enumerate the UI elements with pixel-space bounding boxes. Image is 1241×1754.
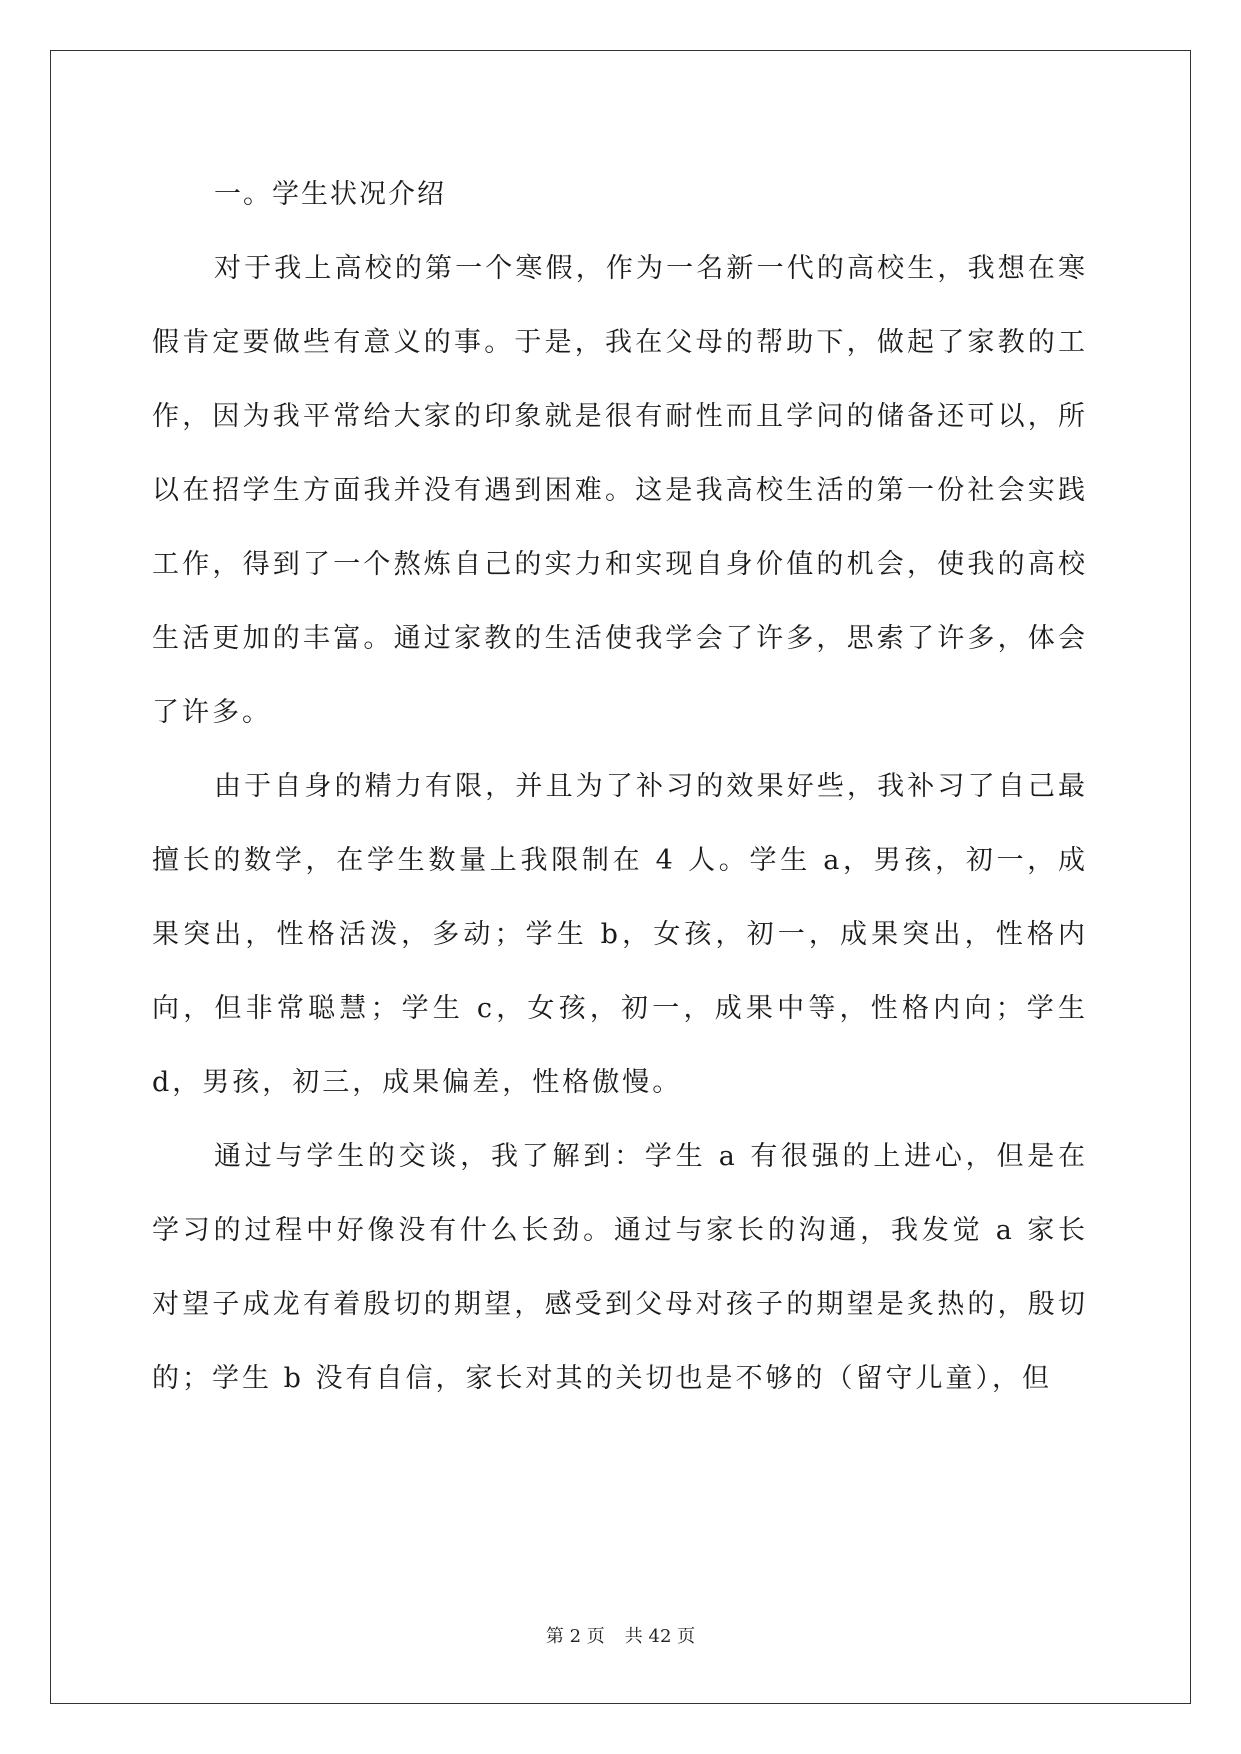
page-number: 第 2 页 [545, 1626, 605, 1647]
paragraph-intro: 对于我上高校的第一个寒假，作为一名新一代的高校生，我想在寒假肯定要做些有意义的事。于是，我在父母的帮助下，做起了家教的工作，因为我平常给大家的印象就是很有耐性而且学问的储备还可以，所以在招学生方面我并没有遇到困难。这是我高校生活的第一份社会实践工作，得到了一个熬炼自己的实力和实现自身价值的机会，使我的高校生活更加的丰富。通过家教的生活使我学会了许多，思索了许多，体会了许多。 [152, 253, 1088, 728]
section-heading: 一。学生状况介绍 [214, 179, 446, 210]
page-total: 共 42 页 [624, 1626, 696, 1647]
page-footer [0, 1622, 1241, 1648]
paragraph-communication: 通过与学生的交谈，我了解到：学生 a 有很强的上进心，但是在学习的过程中好像没有什么长劲。通过与家长的沟通，我发觉 a 家长对望子成龙有着殷切的期望，感受到父母对孩子的期望是炙热的，殷切的；学生 b 没有自信，家长对其的关切也是不够的（留守儿童），但 [152, 1141, 1088, 1394]
document-body [152, 158, 1088, 1416]
paragraph-students: 由于自身的精力有限，并且为了补习的效果好些，我补习了自己最擅长的数学，在学生数量上我限制在 4 人。学生 a，男孩，初一，成果突出，性格活泼，多动；学生 b，女孩，初一，成果突出，性格内向，但非常聪慧；学生 c，女孩，初一，成果中等，性格内向；学生 d，男孩，初三，成果偏差，性格傲慢。 [152, 771, 1088, 1098]
